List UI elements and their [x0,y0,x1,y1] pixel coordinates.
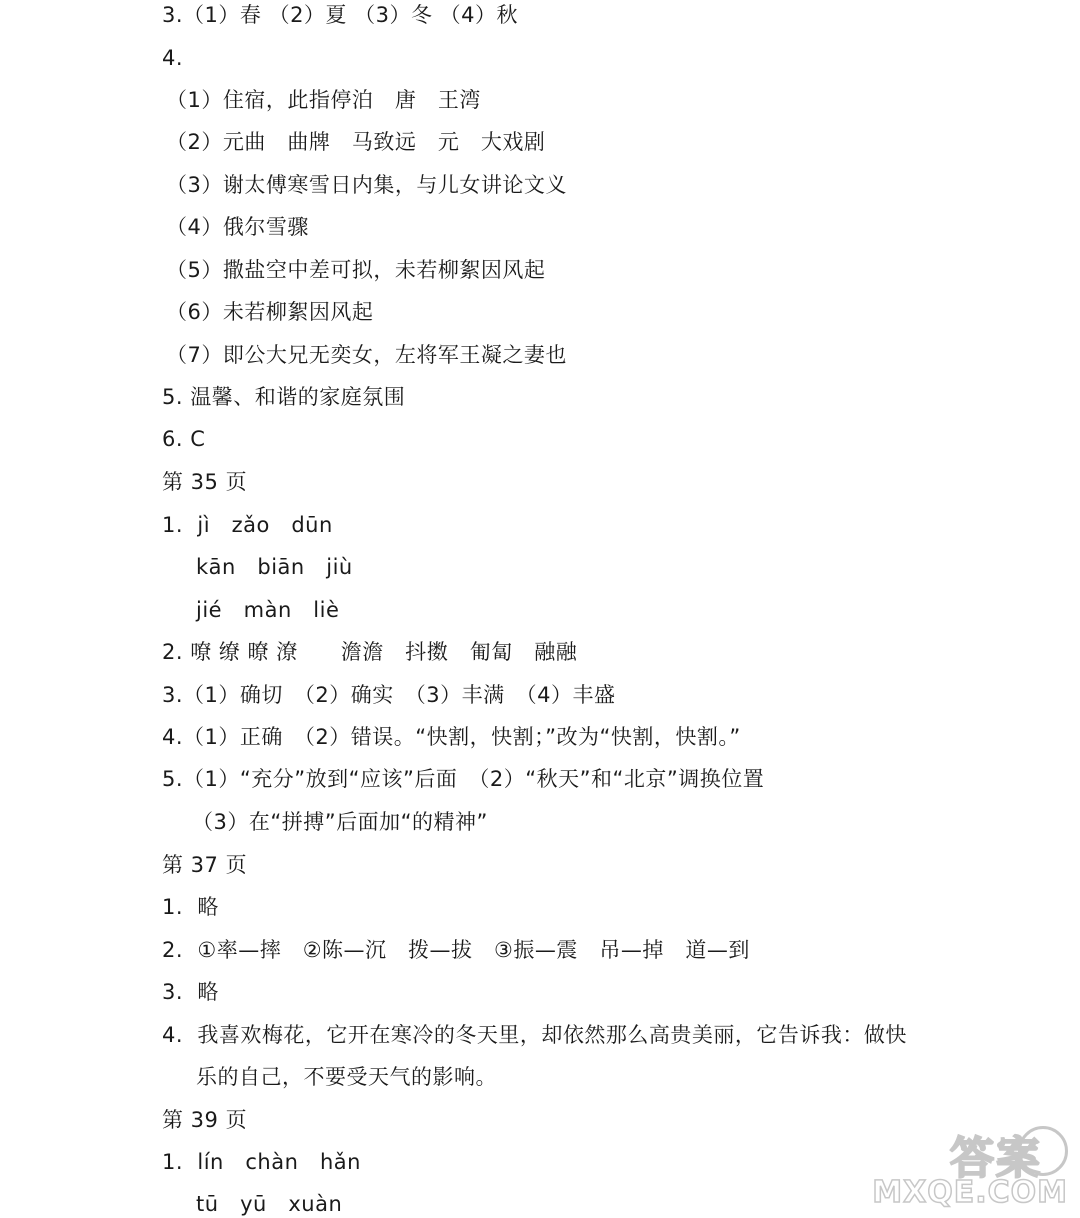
answer-line: （4）俄尔雪骤 [166,215,309,239]
answer-line: 1. jì zǎo dūn [162,513,333,537]
answer-line: （2）元曲 曲牌 马致远 元 大戏剧 [166,130,546,154]
answer-line: 2. ①率—摔 ②陈—沉 拨—拔 ③振—震 吊—掉 道—到 [162,938,750,962]
answer-line: （3）谢太傅寒雪日内集，与儿女讲论文义 [166,173,567,197]
answer-line: 3.（1）确切 （2）确实 （3）丰满 （4）丰盛 [162,683,616,707]
answer-line: （3）在“拼搏”后面加“的精神” [192,810,488,834]
answer-line: 3.（1）春 （2）夏 （3）冬 （4）秋 [162,3,519,27]
answer-line: 2. 嘹 缭 暸 潦 澹澹 抖擞 匍匐 融融 [162,640,578,664]
answer-line: 6. C [162,427,206,451]
answer-line: tū yū xuàn [196,1192,343,1216]
answer-line: jié màn liè [196,598,340,622]
answer-line: 1. lín chàn hǎn [162,1150,361,1174]
page-heading: 第 37 页 [162,853,248,877]
answer-line: 4. 我喜欢梅花，它开在寒冷的冬天里，却依然那么高贵美丽，它告诉我：做快 [162,1023,907,1047]
answer-line: 乐的自己，不要受天气的影响。 [196,1065,497,1089]
answer-line: 1. 略 [162,895,219,919]
answer-line: 3. 略 [162,980,219,1004]
answer-line: （7）即公大兄无奕女，左将军王凝之妻也 [166,343,567,367]
watermark-top-text: 答案 [950,1133,1042,1184]
watermark-logo [872,1122,1068,1210]
answer-line: 5.（1）“充分”放到“应该”后面 （2）“秋天”和“北京”调换位置 [162,767,765,791]
answer-line: kān biān jiù [196,555,353,579]
answer-line: 4. [162,46,184,70]
watermark-url-text: MXQE.COM [872,1175,1068,1210]
page-heading: 第 39 页 [162,1108,248,1132]
answer-line: 5. 温馨、和谐的家庭氛围 [162,385,406,409]
answer-line: （1）住宿，此指停泊 唐 王湾 [166,88,481,112]
answer-line: （6）未若柳絮因风起 [166,300,374,324]
page-heading: 第 35 页 [162,470,248,494]
answer-line: 4.（1）正确 （2）错误。“快割，快割；”改为“快割，快割。” [162,725,741,749]
answer-line: （5）撒盐空中差可拟，未若柳絮因风起 [166,258,546,282]
